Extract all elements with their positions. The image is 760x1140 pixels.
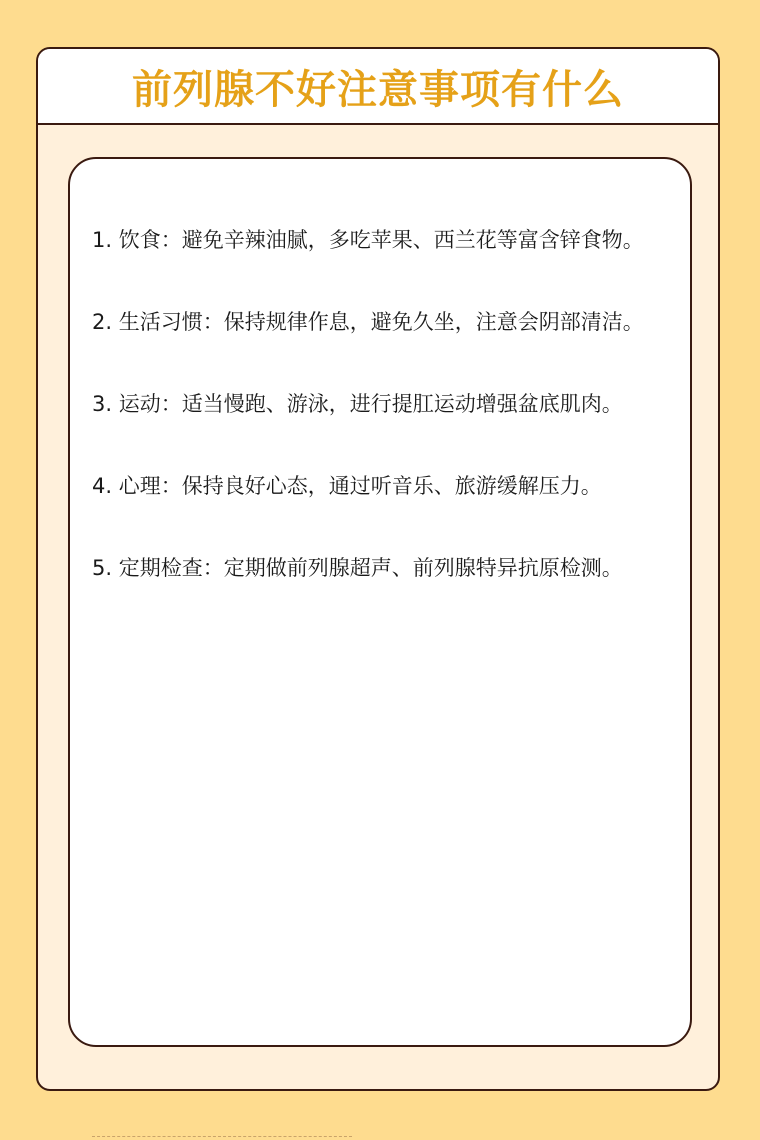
content-panel — [68, 157, 692, 1047]
list-item-lifestyle: 2. 生活习惯：保持规律作息，避免久坐，注意会阴部清洁。 — [92, 310, 644, 334]
page-title: 前列腺不好注意事项有什么 — [132, 66, 624, 113]
list-item-checkup: 5. 定期检查：定期做前列腺超声、前列腺特异抗原检测。 — [92, 556, 623, 580]
list-item-exercise: 3. 运动：适当慢跑、游泳，进行提肛运动增强盆底肌肉。 — [92, 392, 623, 416]
info-card — [36, 47, 720, 1091]
title-bar — [38, 49, 718, 125]
list-item-diet: 1. 饮食：避免辛辣油腻，多吃苹果、西兰花等富含锌食物。 — [92, 228, 644, 252]
list-item-mental: 4. 心理：保持良好心态，通过听音乐、旅游缓解压力。 — [92, 474, 602, 498]
bottom-divider — [92, 1136, 352, 1137]
